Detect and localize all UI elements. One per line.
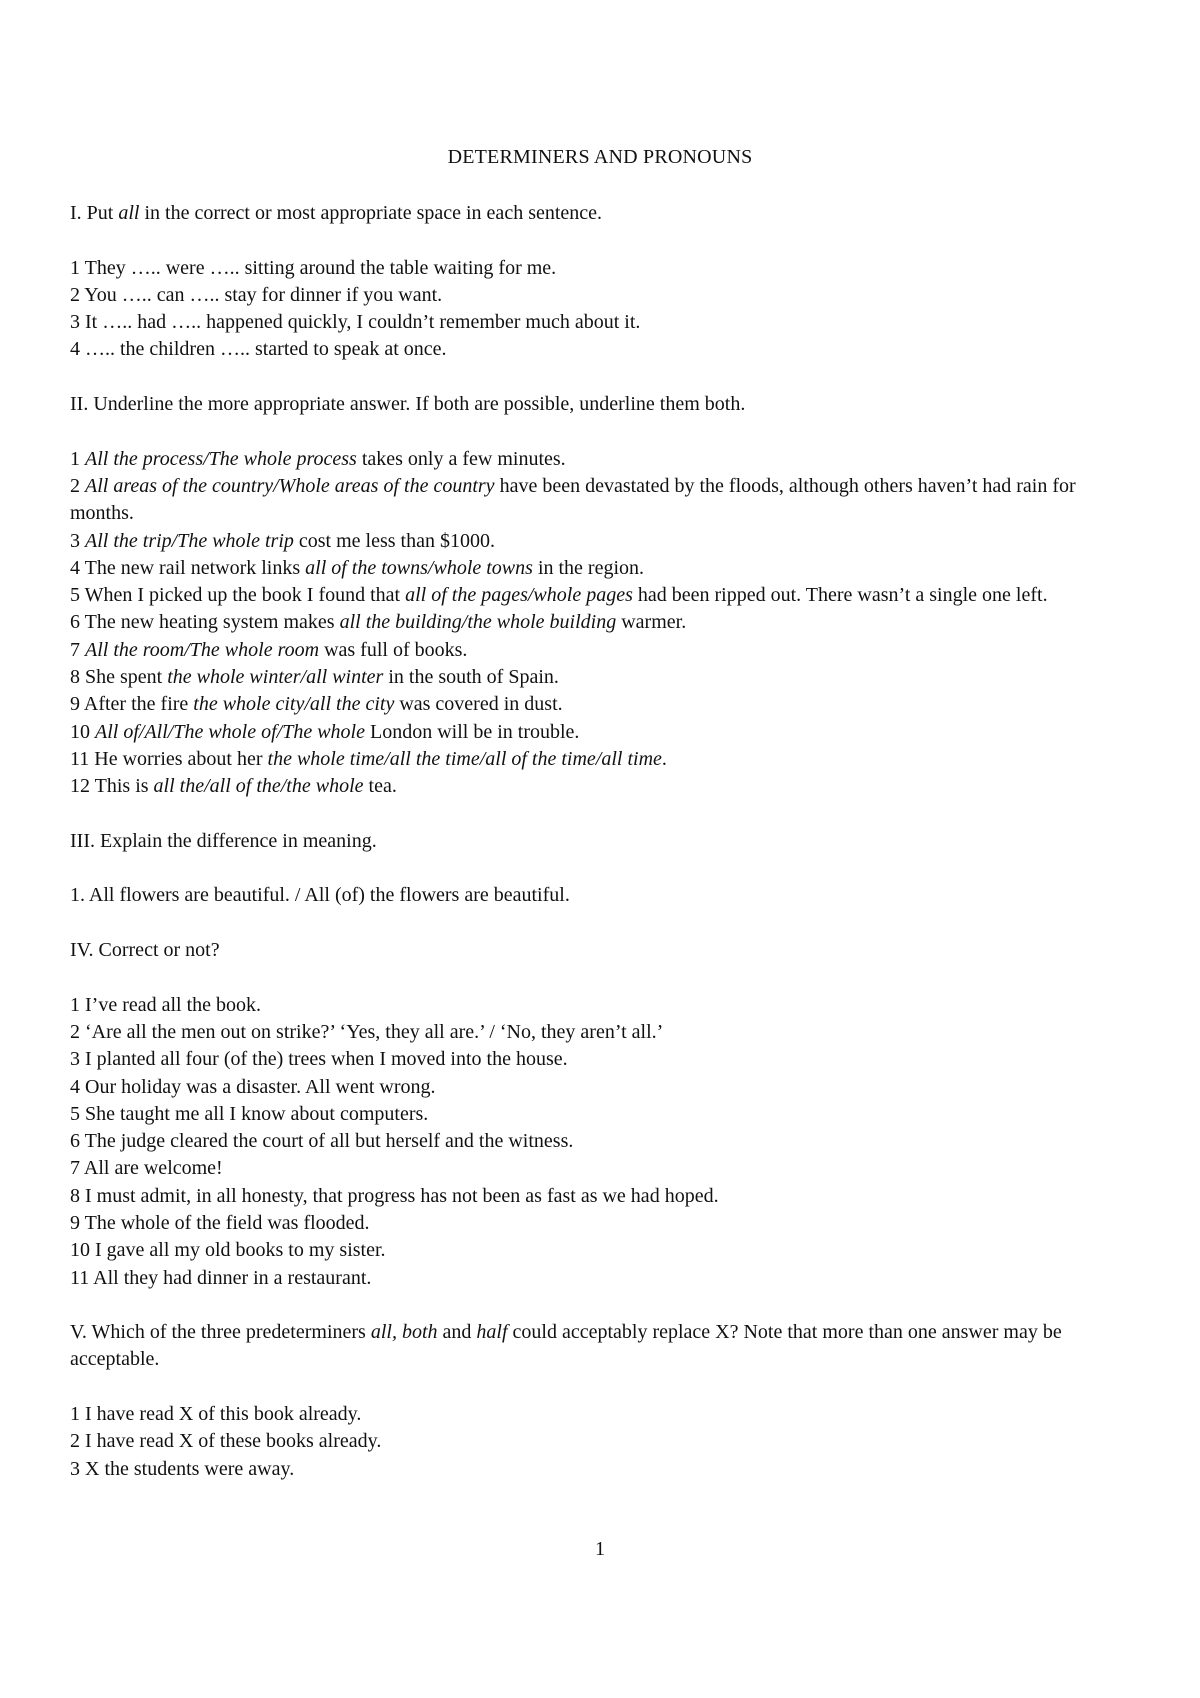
section-2-instruction: II. Underline the more appropriate answer. If both are possible, underline them both. <box>70 393 746 416</box>
section-2-item: 4 The new rail network links all of the towns/whole towns in the region. <box>70 556 645 579</box>
section-2-item: 6 The new heating system makes all the building/the whole building warmer. <box>70 611 687 634</box>
section-4-instruction: IV. Correct or not? <box>70 939 220 962</box>
section-2-item: 11 He worries about her the whole time/all the time/all of the time/all time. <box>70 747 667 770</box>
section-5-item: 2 I have read X of these books already. <box>70 1430 382 1453</box>
section-2-item: 7 All the room/The whole room was full of books. <box>70 638 468 661</box>
section-4-item: 7 All are welcome! <box>70 1157 223 1180</box>
section-4-item: 9 The whole of the field was flooded. <box>70 1211 370 1234</box>
section-4-item: 1 I’ve read all the book. <box>70 993 262 1016</box>
section-4-item: 3 I planted all four (of the) trees when I moved into the house. <box>70 1048 568 1071</box>
section-1-item: 1 They ….. were ….. sitting around the table waiting for me. <box>70 256 557 279</box>
section-4-item: 10 I gave all my old books to my sister. <box>70 1239 386 1262</box>
section-2-item: 5 When I picked up the book I found that all of the pages/whole pages had been ripped out. There wasn’t a single one left. <box>70 584 1048 607</box>
section-4-item: 4 Our holiday was a disaster. All went wrong. <box>70 1075 436 1098</box>
section-5-item: 1 I have read X of this book already. <box>70 1403 362 1426</box>
section-2-item: 12 This is all the/all of the/the whole tea. <box>70 775 397 798</box>
section-2-item: 8 She spent the whole winter/all winter in the south of Spain. <box>70 666 559 689</box>
section-2-item: 10 All of/All/The whole of/The whole London will be in trouble. <box>70 720 580 743</box>
section-3-instruction: III. Explain the difference in meaning. <box>70 829 377 852</box>
page-title: DETERMINERS AND PRONOUNS <box>447 146 753 168</box>
section-1-item: 3 It ….. had ….. happened quickly, I couldn’t remember much about it. <box>70 311 641 334</box>
section-1-instruction: I. Put all in the correct or most appropriate space in each sentence. <box>70 202 603 224</box>
section-2-item: 3 All the trip/The whole trip cost me less than $1000. <box>70 529 495 552</box>
section-2-item: 2 All areas of the country/Whole areas of the country have been devastated by the floods, although others haven’t had rain for months. <box>70 474 1076 525</box>
section-3-item: 1. All flowers are beautiful. / All (of) the flowers are beautiful. <box>70 884 570 907</box>
section-2-item: 1 All the process/The whole process takes only a few minutes. <box>70 447 566 470</box>
section-1-item: 4 ….. the children ….. started to speak at once. <box>70 338 447 361</box>
section-5-instruction: V. Which of the three predeterminers all, both and half could acceptably replace X? Note that more than one answer may be acceptable. <box>70 1321 1062 1371</box>
section-4-item: 5 She taught me all I know about computers. <box>70 1102 429 1125</box>
section-4-item: 2 ‘Are all the men out on strike?’ ‘Yes, they all are.’ / ‘No, they aren’t all.’ <box>70 1020 664 1043</box>
section-5-item: 3 X the students were away. <box>70 1457 295 1480</box>
page-number: 1 <box>595 1538 605 1560</box>
section-4-item: 6 The judge cleared the court of all but herself and the witness. <box>70 1130 574 1153</box>
section-4-item: 11 All they had dinner in a restaurant. <box>70 1266 372 1289</box>
section-1-item: 2 You ….. can ….. stay for dinner if you want. <box>70 283 443 306</box>
section-2-item: 9 After the fire the whole city/all the city was covered in dust. <box>70 693 563 716</box>
worksheet-body <box>70 200 1130 1483</box>
section-4-item: 8 I must admit, in all honesty, that progress has not been as fast as we had hoped. <box>70 1184 719 1207</box>
